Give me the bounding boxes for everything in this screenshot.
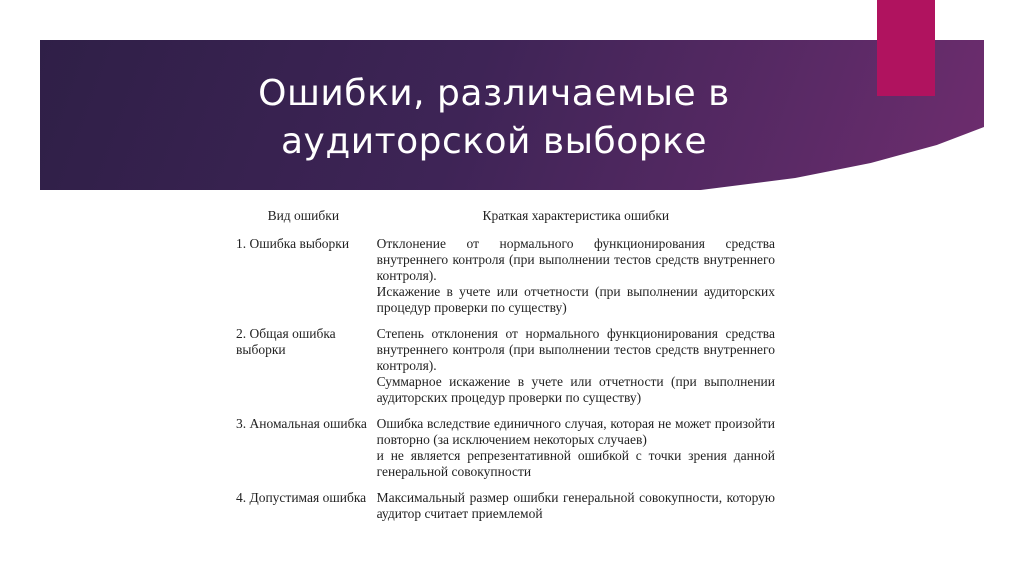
table-header-row <box>230 208 775 236</box>
error-description-cell <box>377 416 775 490</box>
error-types-table-wrap <box>230 208 775 532</box>
error-type-cell: 2. Общая ошибка выборки <box>236 326 336 357</box>
description-paragraph: Степень отклонения от нормального функционирования средства внутреннего контроля (при выполнении тестов средств внутреннего контроля). <box>376 326 775 373</box>
description-paragraph: и не является репрезентативной ошибкой с точки зрения данной генеральной совокупности <box>376 448 775 479</box>
description-paragraph: Ошибка вследствие единичного случая, которая не может произойти повторно (за исключением некоторых случаев) <box>376 416 775 447</box>
error-type-cell: 4. Допустимая ошибка <box>236 490 367 505</box>
description-paragraph: Суммарное искажение в учете или отчетности (при выполнении аудиторских процедур проверки по существу) <box>376 374 775 405</box>
error-description-cell <box>377 236 775 326</box>
slide-title-line-1: Ошибки, различаемые в <box>258 73 730 114</box>
error-type-cell: 1. Ошибка выборки <box>236 236 350 251</box>
header-error-type: Вид ошибки <box>267 208 340 223</box>
error-description-cell <box>377 490 775 532</box>
slide-title-line-2: аудиторской выборке <box>280 121 707 162</box>
slide-title <box>214 70 774 166</box>
error-types-table <box>230 208 775 532</box>
description-paragraph: Максимальный размер ошибки генеральной совокупности, которую аудитор считает приемлемой <box>376 490 775 521</box>
header-error-description: Краткая характеристика ошибки <box>482 208 670 223</box>
table-row <box>230 416 775 490</box>
error-type-cell: 3. Аномальная ошибка <box>236 416 367 431</box>
description-paragraph: Искажение в учете или отчетности (при выполнении аудиторских процедур проверки по существу) <box>376 284 775 315</box>
table-row <box>230 490 775 532</box>
description-paragraph: Отклонение от нормального функционирования средства внутреннего контроля (при выполнении тестов средств внутреннего контроля). <box>376 236 775 283</box>
accent-tab <box>877 0 935 96</box>
table-row <box>230 236 775 326</box>
error-description-cell <box>377 326 775 416</box>
table-row <box>230 326 775 416</box>
